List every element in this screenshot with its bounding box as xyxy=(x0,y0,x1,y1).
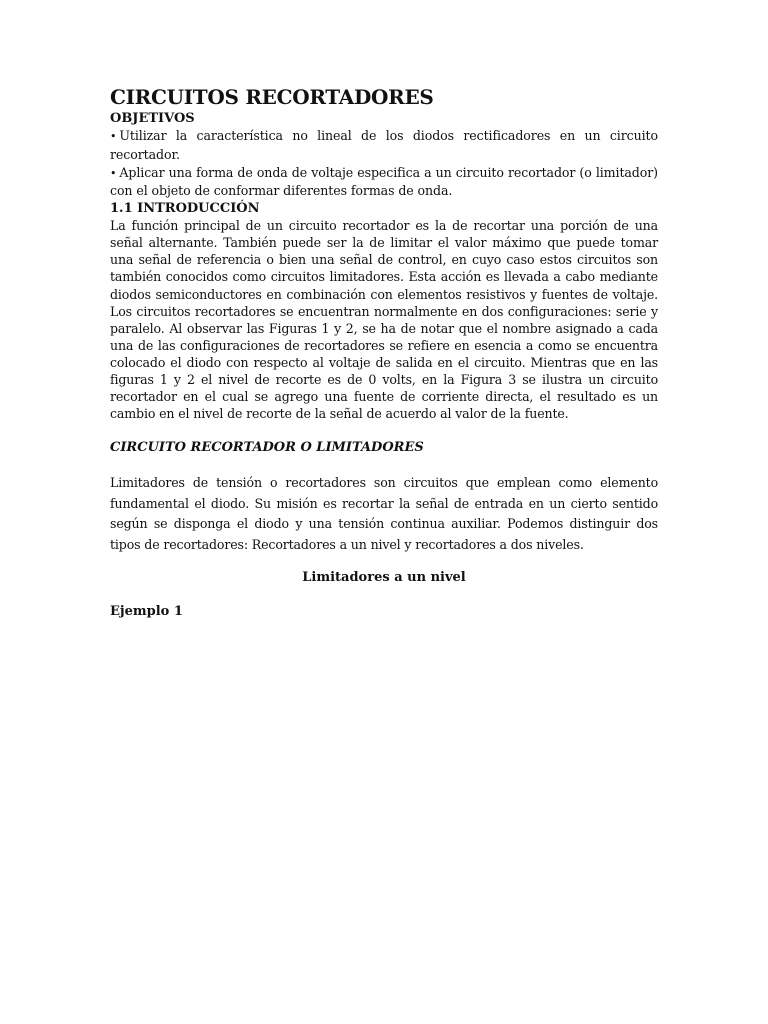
intro-paragraph: La función principal de un circuito recortador es la de recortar una porción de una señal alternante. También puede ser la de limitar el valor máximo que puede tomar una señal de referencia o bien una señal de control, en cuyo caso estos circuitos son también conocidos como circuitos limitadores. Esta acción es llevada a cabo mediante diodos semiconductores en combinación con elementos resistivos y fuentes de voltaje. Los circuitos recortadores se encuentran normalmente en dos configuraciones: serie y paralelo. Al observar las Figuras 1 y 2, se ha de notar que el nombre asignado a cada una de las configuraciones de recortadores se refiere en esencia a como se encuentra colocado el diodo con respecto al voltaje de salida en el circuito. Mientras que en las figuras 1 y 2 el nivel de recorte es de 0 volts, en la Figura 3 se ilustra un circuito recortador en el cual se agrego una fuente de corriente directa, el resultado es un cambio en el nivel de recorte de la señal de acuerdo al valor de la fuente. xyxy=(110,218,658,422)
section-paragraph: Limitadores de tensión o recortadores son circuitos que emplean como elemento fundamental el diodo. Su misión es recortar la señal de entrada en un cierto sentido según se disponga el diodo y una tensión continua auxiliar. Podemos distinguir dos tipos de recortadores: Recortadores a un nivel y recortadores a dos niveles. xyxy=(110,475,658,552)
intro-heading: 1.1 INTRODUCCIÓN xyxy=(110,201,260,217)
section-heading: CIRCUITO RECORTADOR O LIMITADORES xyxy=(110,440,424,456)
subsection-heading: Limitadores a un nivel xyxy=(302,570,466,586)
bullet-icon: • xyxy=(110,166,117,180)
objective-text-2: Aplicar una forma de onda de voltaje especifica a un circuito recortador (o limitador) con el objeto de conformar diferentes formas de onda. xyxy=(110,164,658,199)
objectives-heading: OBJETIVOS xyxy=(110,111,195,126)
objective-item-1 xyxy=(110,127,658,164)
objective-text-1: Utilizar la característica no lineal de los diodos rectificadores en un circuito recortador. xyxy=(110,128,658,162)
example-heading: Ejemplo 1 xyxy=(110,604,183,620)
document-title: CIRCUITOS RECORTADORES xyxy=(110,85,434,109)
objective-item-2 xyxy=(110,164,658,201)
bullet-icon: • xyxy=(110,130,117,143)
document-page xyxy=(110,84,658,620)
